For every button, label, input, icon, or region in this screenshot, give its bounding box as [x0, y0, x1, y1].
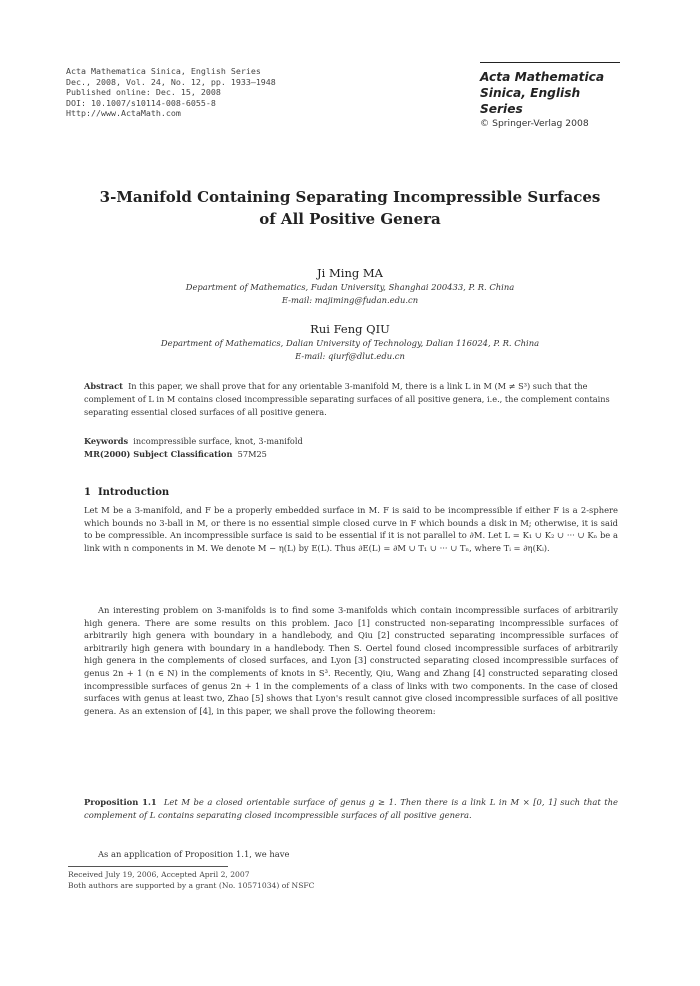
author-affiliation: Department of Mathematics, Dalian University of Technology, Dalian 116024, P. R. China	[160, 338, 540, 348]
journal-series: Sinica, English Series	[480, 86, 581, 116]
footnotes	[68, 869, 608, 891]
footnote-rule	[68, 866, 228, 867]
msc-text: 57M25	[237, 449, 267, 459]
author-block	[70, 322, 630, 362]
proposition	[84, 796, 618, 821]
footnote-line: Received July 19, 2006, Accepted April 2, 2007	[68, 870, 250, 879]
journal-info-line: Http://www.ActaMath.com	[66, 108, 181, 119]
msc-line	[84, 448, 618, 461]
author-block	[70, 266, 630, 306]
journal-info-line: Published online: Dec. 15, 2008	[66, 87, 221, 98]
abstract-text: In this paper, we shall prove that for any orientable 3-manifold M, there is a link L in M (M ≠ S³) such that the complement of L in M contains closed incompressible separating surfaces of all positive genera, i.e., the complement contains separating essential closed surfaces of all positive genera.	[84, 381, 610, 417]
keywords-text: incompressible surface, knot, 3-manifold	[133, 436, 303, 446]
abstract	[84, 380, 618, 418]
title-line: 3-Manifold Containing Separating Incompressible Surfaces	[99, 188, 601, 206]
proposition-text: Let M be a closed orientable surface of genus g ≥ 1. Then there is a link L in M × [0, 1] such that the complement of L contains separating closed incompressible surfaces of all positive genera.	[84, 797, 618, 820]
application-line: As an application of Proposition 1.1, we have	[98, 849, 290, 859]
author-affiliation: Department of Mathematics, Fudan University, Shanghai 200433, P. R. China	[185, 282, 515, 292]
journal-info-line: Dec., 2008, Vol. 24, No. 12, pp. 1933–1948	[66, 76, 276, 87]
proposition-label: Proposition 1.1	[84, 797, 157, 807]
journal-info-line: DOI: 10.1007/s10114-008-6055-8	[66, 97, 216, 108]
body-paragraph: An interesting problem on 3-manifolds is to find some 3-manifolds which contain incompressible surfaces of arbitrarily high genera. There are some results on this problem. Jaco [1] constructed non-separating incompressible surfaces of arbitrarily high genera with boundary in a handlebody, and Qiu [2] constructed separating incompressible surfaces of arbitrarily high genera with boundary in a handlebody. Then S. Oertel found closed incompressible surfaces of arbitrarily high genera in the complements of closed surfaces, and Lyon [3] constructed separating closed incompressible surfaces of genus 2n + 1 (n ∈ N) in the complements of knots in S³. Recently, Qiu, Wang and Zhang [4] constructed separating closed incompressible surfaces of genus 2n + 1 in the complements of a class of links with two components. In the case of closed surfaces with genus at least two, Zhao [5] shows that Lyon's result cannot give closed incompressible surfaces of all positive genera. As an extension of [4], in this paper, we shall prove the following theorem:	[84, 605, 618, 716]
author-name: Ji Ming MA	[317, 266, 383, 280]
keywords-label: Keywords	[84, 436, 129, 446]
keywords-line	[84, 435, 618, 448]
abstract-label: Abstract	[84, 381, 123, 391]
author-email: E-mail: qiurf@dlut.edu.cn	[295, 350, 405, 361]
section-number: 1	[84, 487, 91, 498]
header-rule	[480, 62, 620, 63]
journal-name: Acta Mathematica	[480, 70, 605, 84]
journal-logo-block	[480, 62, 620, 129]
paper-title	[40, 186, 660, 230]
journal-info-line: Acta Mathematica Sinica, English Series	[66, 66, 261, 76]
author-email: E-mail: majiming@fudan.edu.cn	[281, 294, 419, 305]
journal-info-block	[66, 66, 366, 119]
section-heading	[84, 487, 169, 498]
footnote-line: Both authors are supported by a grant (No. 10571034) of NSFC	[68, 881, 315, 890]
journal-copyright: © Springer-Verlag 2008	[480, 118, 589, 129]
msc-label: MR(2000) Subject Classification	[84, 449, 233, 459]
body-paragraph: Let M be a 3-manifold, and F be a properly embedded surface in M. F is said to be incompressible if either F is a 2-sphere which bounds no 3-ball in M, or there is no essential simple closed curve in F which bounds a disk in M; otherwise, it is said to be compressible. An incompressible surface is said to be essential if it is not parallel to ∂M. Let L = K₁ ∪ K₂ ∪ ··· ∪ Kₙ be a link with n components in M. We denote M − η(L) by E(L). Thus ∂E(L) = ∂M ∪ T₁ ∪ ··· ∪ Tₙ, where Tᵢ = ∂η(Kᵢ).	[84, 505, 618, 553]
title-line: of All Positive Genera	[259, 210, 441, 228]
section-title: Introduction	[97, 487, 170, 498]
author-name: Rui Feng QIU	[310, 322, 390, 336]
